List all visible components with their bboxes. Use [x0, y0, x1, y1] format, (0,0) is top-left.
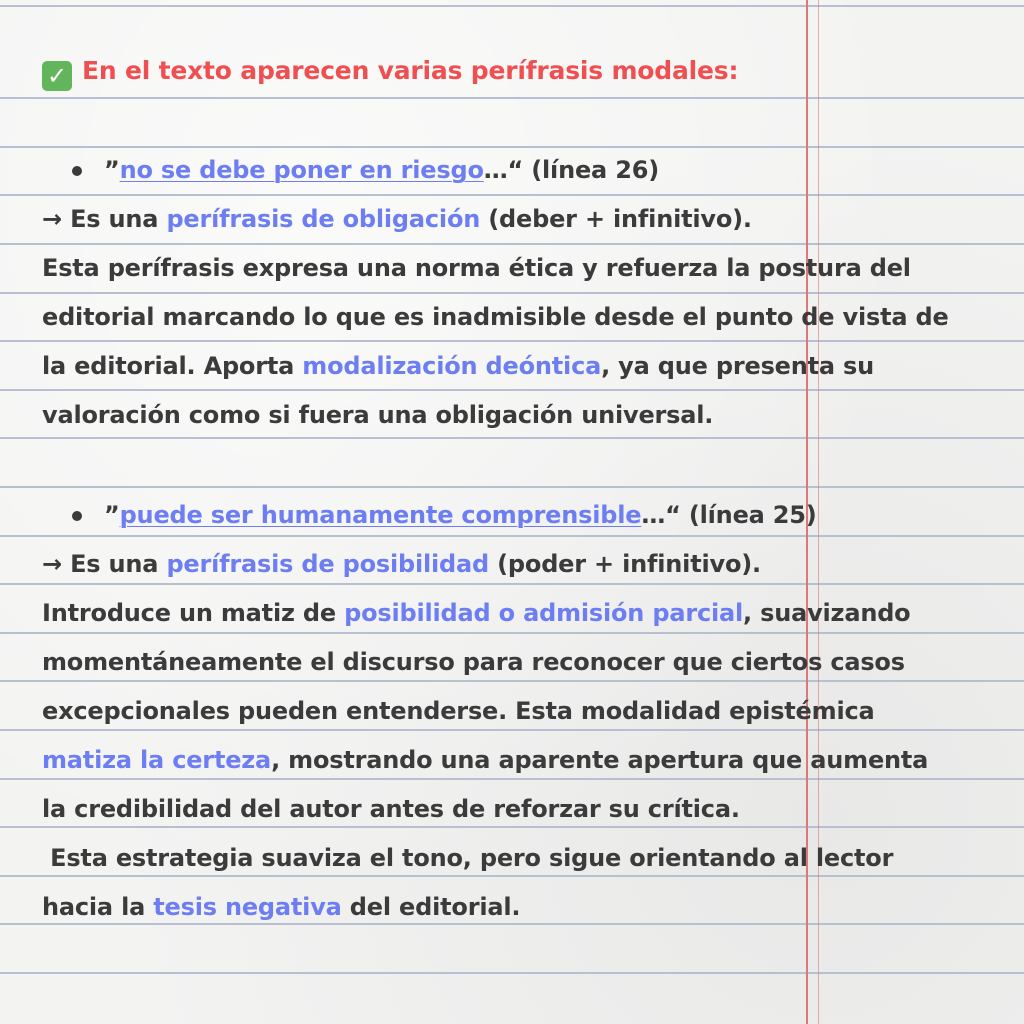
quote-text: puede ser humanamente comprensible: [119, 501, 642, 529]
highlight-text: modalización deóntica: [302, 352, 602, 380]
body-line: [42, 599, 910, 627]
body-line: Esta perífrasis expresa una norma ética y refuerza la postura del: [42, 254, 911, 282]
quote-text: no se debe poner en riesgo: [119, 156, 484, 184]
bullet-dot: [72, 166, 82, 176]
highlight-text: matiza la certeza: [42, 746, 272, 774]
type-line: [42, 550, 761, 578]
body-text: Introduce un matiz de: [42, 599, 345, 627]
body-line: [42, 893, 520, 921]
quote-open: ”: [104, 156, 120, 184]
body-line: [42, 352, 874, 380]
body-text: la editorial. Aporta: [42, 352, 303, 380]
body-line: editorial marcando lo que es inadmisible desde el punto de vista de: [42, 303, 949, 331]
type-line: [42, 205, 752, 233]
body-line: la credibilidad del autor antes de reforzar su crítica.: [42, 795, 740, 823]
body-text: , ya que presenta su: [601, 352, 875, 380]
body-text: , mostrando una aparente apertura que aumenta: [271, 746, 929, 774]
heading-text: En el texto aparecen varias perífrasis modales:: [82, 56, 739, 85]
arrow-prefix: → Es una: [42, 205, 167, 233]
bullet-dot: [72, 511, 82, 521]
check-mark-icon: ✓: [42, 61, 72, 91]
highlight-text: tesis negativa: [153, 893, 342, 921]
quote-line: [104, 501, 817, 529]
body-text: hacia la: [42, 893, 154, 921]
body-line: [42, 746, 928, 774]
body-line: momentáneamente el discurso para reconocer que ciertos casos: [42, 648, 905, 676]
periphrasis-type: perífrasis de obligación: [166, 205, 481, 233]
body-text: del editorial.: [341, 893, 521, 921]
heading: [42, 56, 738, 91]
body-line: excepcionales pueden entenderse. Esta modalidad epistémica: [42, 697, 875, 725]
highlight-text: posibilidad o admisión parcial: [344, 599, 744, 627]
type-suffix: (poder + infinitivo).: [489, 550, 761, 578]
periphrasis-type: perífrasis de posibilidad: [166, 550, 489, 578]
body-text: , suavizando: [743, 599, 911, 627]
body-line: Esta estrategia suaviza el tono, pero sigue orientando al lector: [42, 844, 894, 872]
quote-open: ”: [104, 501, 120, 529]
type-suffix: (deber + infinitivo).: [480, 205, 752, 233]
quote-line: [104, 156, 659, 184]
quote-reference: …“ (línea 25): [641, 501, 817, 529]
arrow-prefix: → Es una: [42, 550, 167, 578]
quote-reference: …“ (línea 26): [483, 156, 659, 184]
body-line: valoración como si fuera una obligación universal.: [42, 401, 714, 429]
